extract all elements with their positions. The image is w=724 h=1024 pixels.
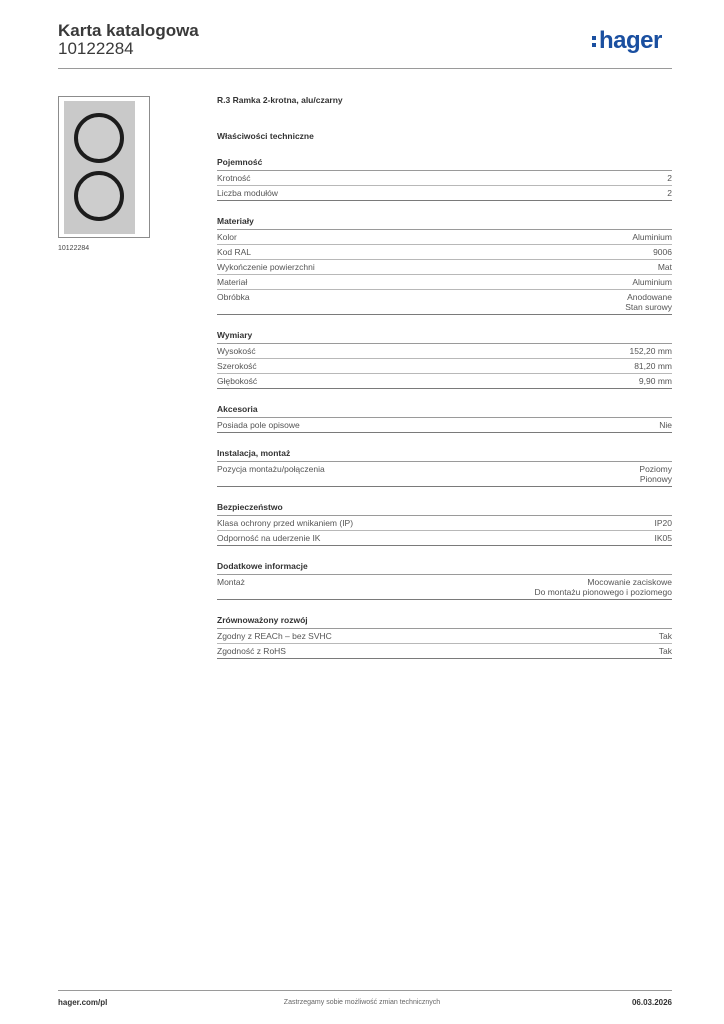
spec-row (217, 260, 672, 275)
spec-group-title: Akcesoria (217, 403, 672, 418)
spec-row (217, 230, 672, 245)
product-code: 10122284 (58, 39, 134, 58)
spec-label: Szerokość (217, 361, 257, 371)
footer-date: 06.03.2026 (631, 998, 672, 1007)
spec-value (639, 376, 672, 386)
spec-value-line: IK05 (654, 533, 672, 543)
spec-group-title: Zrównoważony rozwój (217, 614, 672, 629)
spec-value (634, 361, 672, 371)
spec-group (217, 403, 672, 433)
spec-value (632, 277, 672, 287)
spec-value-line: Poziomy (639, 464, 672, 474)
spec-group (217, 501, 672, 546)
product-name: R.3 Ramka 2-krotna, alu/czarny (217, 95, 343, 105)
spec-value (632, 232, 672, 242)
spec-value-line: 81,20 mm (634, 361, 672, 371)
spec-value (655, 533, 673, 543)
spec-row (217, 531, 672, 546)
spec-label: Posiada pole opisowe (217, 420, 300, 430)
logo-text: hager (599, 27, 662, 54)
frame-opening-bottom (74, 171, 124, 221)
spec-value (659, 420, 672, 430)
spec-value-line: 9,90 mm (638, 376, 672, 386)
spec-value-line: Tak (658, 631, 672, 641)
spec-label: Obróbka (217, 292, 250, 302)
spec-group (217, 156, 672, 201)
spec-value-line: 9006 (653, 247, 672, 257)
spec-value-line: IP20 (654, 518, 672, 528)
spec-value-line: 2 (667, 188, 672, 198)
spec-value (625, 292, 672, 312)
header-divider (58, 68, 672, 69)
spec-value (629, 346, 672, 356)
spec-label: Krotność (217, 173, 251, 183)
spec-value-line: Aluminium (632, 232, 672, 242)
spec-group (217, 614, 672, 659)
spec-group (217, 447, 672, 487)
spec-row (217, 462, 672, 487)
spec-value (659, 631, 672, 641)
spec-label: Montaż (217, 577, 245, 587)
spec-row (217, 516, 672, 531)
spec-row (217, 344, 672, 359)
spec-row (217, 171, 672, 186)
spec-row (217, 644, 672, 659)
spec-row (217, 629, 672, 644)
spec-group-title: Pojemność (217, 156, 672, 171)
spec-group-title: Bezpieczeństwo (217, 501, 672, 516)
spec-group-title: Wymiary (217, 329, 672, 344)
spec-label: Pozycja montażu/połączenia (217, 464, 325, 474)
spec-value-line: Stan surowy (625, 302, 672, 312)
spec-row (217, 374, 672, 389)
spec-row (217, 290, 672, 315)
product-image (58, 96, 150, 238)
spec-row (217, 186, 672, 201)
spec-group (217, 329, 672, 389)
spec-label: Klasa ochrony przed wnikaniem (IP) (217, 518, 354, 528)
spec-value-line: Nie (659, 420, 672, 430)
footer-divider (58, 990, 672, 991)
spec-label: Głębokość (217, 376, 258, 386)
spec-value (534, 577, 672, 597)
frame-opening-top (74, 113, 124, 163)
spec-label: Wykończenie powierzchni (217, 262, 315, 272)
spec-groups (217, 156, 672, 659)
document-title: Karta katalogowa (58, 21, 199, 40)
spec-value (658, 262, 672, 272)
spec-group (217, 560, 672, 600)
image-caption: 10122284 (58, 245, 90, 252)
hager-logo[interactable] (592, 28, 662, 58)
spec-row (217, 245, 672, 260)
spec-value (653, 247, 672, 257)
spec-value-line: Mocowanie zaciskowe (587, 577, 672, 587)
spec-label: Liczba modułów (217, 188, 278, 198)
frame-plate (64, 101, 135, 234)
spec-section-title: Właściwości techniczne (217, 131, 314, 141)
spec-row (217, 575, 672, 600)
spec-value-line: Pionowy (639, 474, 672, 484)
footer-disclaimer: Zastrzegamy sobie możliwość zmian technicznych (283, 999, 441, 1006)
spec-label: Materiał (217, 277, 248, 287)
spec-label: Zgodny z REACh – bez SVHC (217, 631, 332, 641)
spec-value (639, 464, 672, 484)
spec-value-line: Aluminium (632, 277, 672, 287)
spec-row (217, 275, 672, 290)
spec-label: Odporność na uderzenie IK (217, 533, 321, 543)
spec-content (217, 94, 672, 659)
spec-group-title: Dodatkowe informacje (217, 560, 672, 575)
spec-row (217, 359, 672, 374)
spec-value-line: Mat (657, 262, 672, 272)
spec-group-title: Instalacja, montaż (217, 447, 672, 462)
spec-value-line: Tak (658, 646, 672, 656)
spec-label: Zgodność z RoHS (217, 646, 286, 656)
spec-value-line: 152,20 mm (629, 346, 672, 356)
spec-value (667, 173, 672, 183)
spec-value-line: Do montażu pionowego i poziomego (534, 587, 672, 597)
spec-value (667, 188, 672, 198)
spec-value (659, 646, 672, 656)
spec-value (655, 518, 673, 528)
spec-group (217, 215, 672, 315)
spec-group-title: Materiały (217, 215, 672, 230)
spec-label: Kod RAL (217, 247, 252, 257)
logo-dots-icon (592, 36, 596, 47)
spec-value-line: 2 (667, 173, 672, 183)
footer-website-link[interactable]: hager.com/pl (58, 998, 108, 1007)
spec-label: Wysokość (217, 346, 256, 356)
spec-value-line: Anodowane (627, 292, 672, 302)
spec-label: Kolor (217, 232, 237, 242)
spec-row (217, 418, 672, 433)
